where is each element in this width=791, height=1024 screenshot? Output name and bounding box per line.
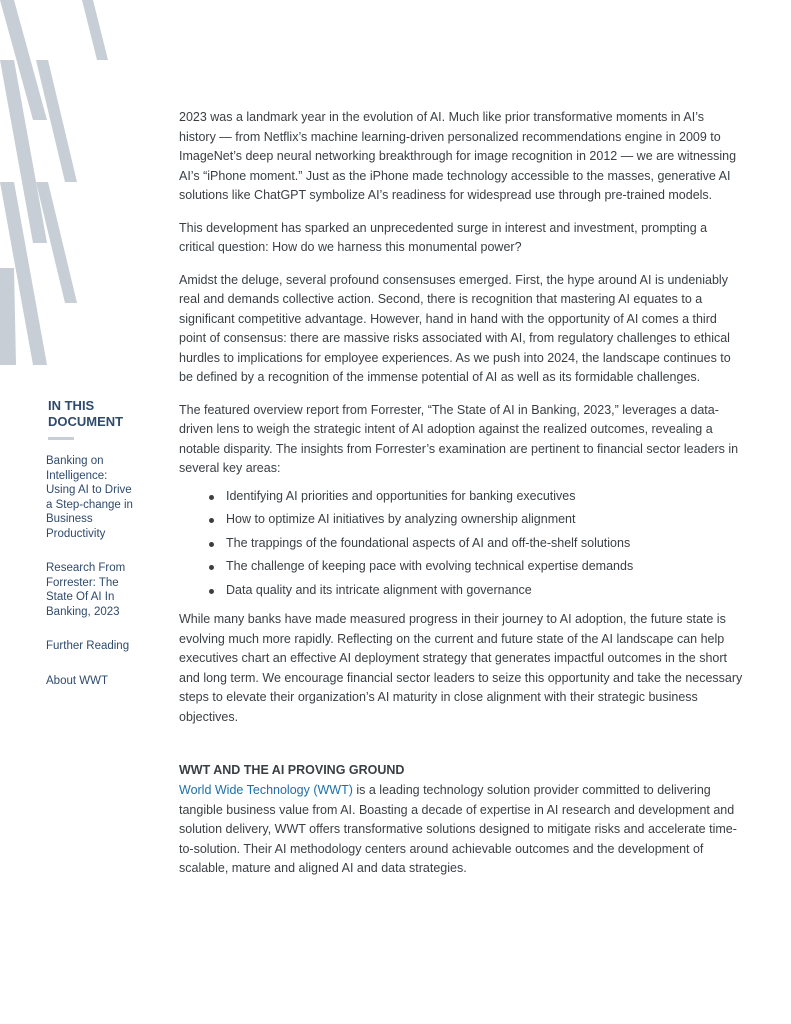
paragraph-wwt: World Wide Technology (WWT) is a leading technology solution provider committed to delivering tangible business value from AI. Boasting a decade of expertise in AI research and development and solution delivery, WWT offers transformative solutions designed to mitigate risks and accelerate time-to-solution. Their AI methodology centers around achievable outcomes and the development of scalable, mature and aligned AI and data strategies.: [179, 783, 737, 875]
bullet-icon: [209, 542, 214, 547]
wwt-link[interactable]: World Wide Technology (WWT): [179, 783, 353, 797]
bullet-icon: [209, 518, 214, 523]
table-of-contents: [46, 398, 146, 708]
stripe: [36, 60, 77, 182]
list-item: Data quality and its intricate alignment with governance: [209, 581, 744, 601]
toc-divider: [48, 437, 74, 440]
paragraph-forrester-report: The featured overview report from Forrester, “The State of AI in Banking, 2023,” leverages a data-driven lens to weigh the strategic intent of AI adoption against the realized outcomes, revealing a notable disparity. The insights from Forrester’s examination are pertinent to financial sector leaders in several key areas:: [179, 402, 739, 475]
toc-link-further-reading[interactable]: Further Reading: [46, 640, 130, 652]
paragraph-question: This development has sparked an unprecedented surge in interest and investment, prompting a critical question: How do we harness this monumental power?: [179, 220, 708, 254]
toc-link-forrester-research[interactable]: Research From Forrester: The State Of AI In Banking, 2023: [46, 562, 126, 618]
list-item: How to optimize AI initiatives by analyzing ownership alignment: [209, 510, 744, 530]
stripe: [82, 0, 108, 60]
bullet-icon: [209, 565, 214, 570]
paragraph-intro: 2023 was a landmark year in the evolution of AI. Much like prior transformative moments in AI’s history — from Netflix’s machine learning-driven personalized recommendations engine in 2009 to ImageNet’s deep neural networking breakthrough for image recognition in 2012 — we are witnessing AI’s “iPhone moment.” Just as the iPhone made technology accessible to the masses, generative AI solutions like ChatGPT symbolize AI’s readiness for widespread use through pre-trained models.: [179, 110, 737, 202]
key-areas-list: [179, 487, 744, 601]
bullet-icon: [209, 589, 214, 594]
section-heading-wwt: WWT AND THE AI PROVING GROUND: [179, 763, 405, 777]
main-content: [179, 108, 744, 892]
bullet-icon: [209, 495, 214, 500]
list-item: Identifying AI priorities and opportunities for banking executives: [209, 487, 744, 507]
toc-heading: IN THIS DOCUMENT: [48, 398, 124, 429]
list-item: The trappings of the foundational aspects of AI and off-the-shelf solutions: [209, 534, 744, 554]
decorative-stripes: [0, 0, 120, 380]
toc-link-about-wwt[interactable]: About WWT: [46, 674, 108, 687]
toc-link-banking-on-intelligence[interactable]: Banking on Intelligence: Using AI to Drive a Step-change in Business Productivity: [46, 455, 133, 540]
list-item: The challenge of keeping pace with evolving technical expertise demands: [209, 557, 744, 577]
paragraph-closing: While many banks have made measured progress in their journey to AI adoption, the future state is evolving much more rapidly. Reflecting on the current and future state of the AI landscape can help executives chart an effective AI deployment strategy that generates impactful outcomes in the short and long term. We encourage financial sector leaders to seize this opportunity and take the necessary steps to elevate their organization’s AI maturity in close alignment with their strategic business objectives.: [179, 612, 743, 724]
paragraph-consensus: Amidst the deluge, several profound consensuses emerged. First, the hype around AI is undeniably real and demands collective action. Second, there is recognition that mastering AI equates to a significant competitive advantage. However, hand in hand with the opportunity of AI comes a third point of consensus: there are massive risks associated with AI, from regulatory challenges to ethical hurdles to implications for employee experiences. As we push into 2024, the landscape continues to be defined by a recognition of the immense potential of AI as well as its formidable challenges.: [179, 272, 731, 384]
stripe: [0, 268, 16, 365]
